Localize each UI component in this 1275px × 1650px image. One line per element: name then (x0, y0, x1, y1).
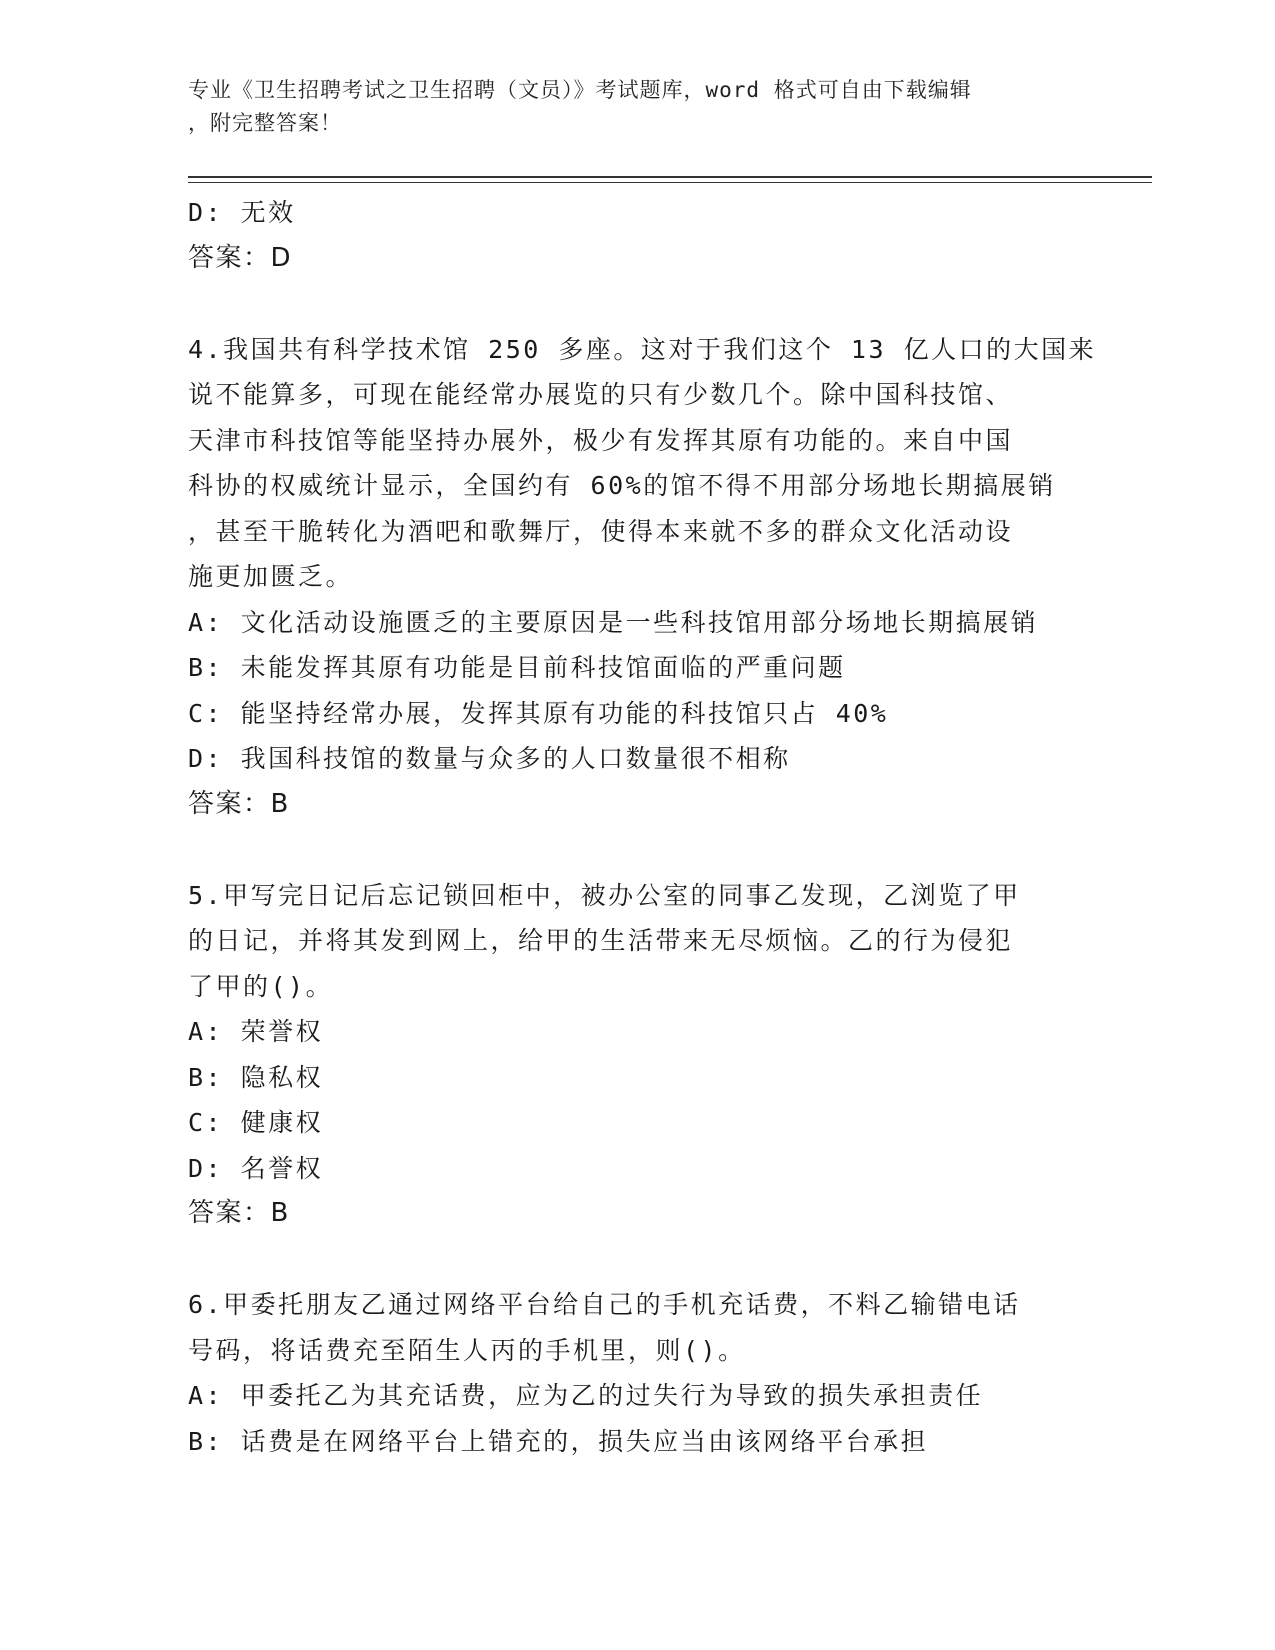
option-d: D: 我国科技馆的数量与众多的人口数量很不相称 (188, 744, 791, 773)
option-a: A: 文化活动设施匮乏的主要原因是一些科技馆用部分场地长期搞展销 (188, 607, 1039, 637)
document-body (188, 190, 1097, 1464)
question-stem-line: 5.甲写完日记后忘记锁回柜中，被办公室的同事乙发现，乙浏览了甲 (188, 880, 1021, 910)
option-a: A: 荣誉权 (188, 1017, 324, 1046)
question-stem-line: 号码，将话费充至陌生人丙的手机里，则()。 (188, 1335, 746, 1365)
option-b: B: 隐私权 (188, 1062, 324, 1092)
question-4 (188, 327, 1097, 828)
question-3-tail (188, 190, 1088, 281)
option-c: C: 健康权 (188, 1108, 324, 1137)
option-a: A: 甲委托乙为其充话费，应为乙的过失行为导致的损失承担责任 (188, 1381, 984, 1410)
spacer (188, 827, 1088, 873)
option-c: C: 能坚持经常办展，发挥其原有功能的科技馆只占 40% (188, 698, 889, 728)
answer-line: 答案：B (188, 788, 290, 819)
option-d: D: 无效 (188, 198, 296, 227)
question-stem-line: 6.甲委托朋友乙通过网络平台给自己的手机充话费，不料乙输错电话 (188, 1290, 1021, 1319)
header-line-2: ，附完整答案！ (188, 111, 342, 135)
question-5 (188, 873, 1088, 1237)
question-stem-line: 的日记，并将其发到网上，给甲的生活带来无尽烦恼。乙的行为侵犯 (188, 926, 1014, 955)
header-divider-thick (188, 176, 1152, 178)
answer-line: 答案：B (188, 1198, 290, 1228)
document-header (188, 74, 1068, 140)
question-stem-line: 4.我国共有科学技术馆 250 多座。这对于我们这个 13 亿人口的大国来 (188, 334, 1097, 364)
header-line-1: 专业《卫生招聘考试之卫生招聘（文员）》考试题库，word 格式可自由下载编辑 (188, 78, 972, 102)
spacer (188, 281, 1088, 327)
question-stem-line: 说不能算多，可现在能经常办展览的只有少数几个。除中国科技馆、 (188, 380, 1014, 409)
question-stem-line: 天津市科技馆等能坚持办展外，极少有发挥其原有功能的。来自中国 (188, 425, 1014, 455)
option-b: B: 未能发挥其原有功能是目前科技馆面临的严重问题 (188, 653, 846, 682)
question-stem-line: 了甲的()。 (188, 971, 334, 1001)
header-divider-thin (188, 182, 1152, 183)
question-stem-line: 科协的权威统计显示，全国约有 60%的馆不得不用部分场地长期搞展销 (188, 471, 1056, 500)
question-stem-line: ，甚至干脆转化为酒吧和歌舞厅，使得本来就不多的群众文化活动设 (188, 516, 1014, 546)
question-6 (188, 1282, 1088, 1464)
answer-line: 答案：D (188, 242, 293, 273)
option-b: B: 话费是在网络平台上错充的，损失应当由该网络平台承担 (188, 1426, 929, 1456)
question-stem-line: 施更加匮乏。 (188, 562, 354, 591)
option-d: D: 名誉权 (188, 1153, 324, 1183)
spacer (188, 1237, 1088, 1283)
